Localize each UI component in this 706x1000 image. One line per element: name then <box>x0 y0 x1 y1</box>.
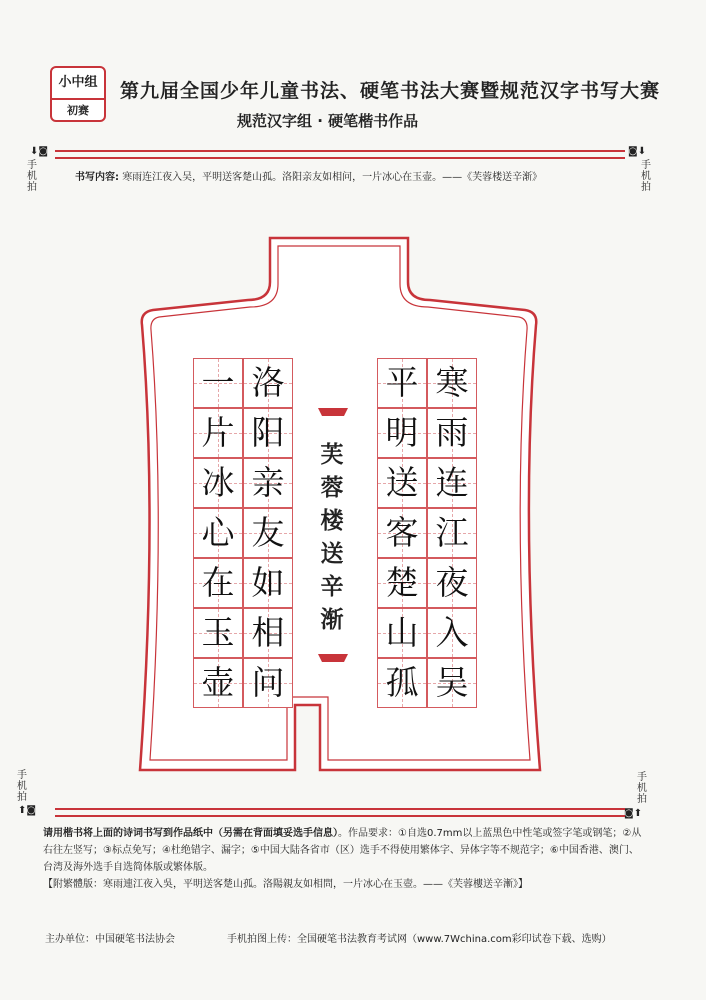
camera-icon: ⬇◙ <box>30 146 49 157</box>
char: 洛 <box>251 363 285 402</box>
content-label: 书写内容: <box>75 172 119 183</box>
grid-cell <box>193 408 243 458</box>
grid-cell <box>427 658 477 708</box>
char: 明 <box>385 413 419 452</box>
instruction-bold: 请用楷书将上面的诗词书写到作品纸中（另需在背面填妥选手信息） <box>43 828 338 839</box>
grid-cell <box>377 508 427 558</box>
grid-column-3 <box>243 358 293 708</box>
char: 如 <box>251 563 285 602</box>
grid-cell <box>243 358 293 408</box>
char: 片 <box>201 413 235 452</box>
grid-cell <box>243 558 293 608</box>
grid-cell <box>193 608 243 658</box>
grid-column-4 <box>193 358 243 708</box>
char: 入 <box>435 613 469 652</box>
grid-cell <box>243 458 293 508</box>
grid-cell <box>377 408 427 458</box>
grid-column-2 <box>377 358 427 708</box>
char: 友 <box>251 513 285 552</box>
grid-cell <box>427 458 477 508</box>
phone-label-bottom-left: 手机拍 <box>17 770 27 803</box>
char: 客 <box>385 513 419 552</box>
char: 平 <box>385 363 419 402</box>
grid-cell <box>427 558 477 608</box>
grid-cell <box>243 658 293 708</box>
char: 心 <box>201 513 235 552</box>
grid-cell <box>377 608 427 658</box>
char: 寒 <box>435 363 469 402</box>
grid-cell <box>427 358 477 408</box>
char: 送 <box>385 463 419 502</box>
char: 亲 <box>251 463 285 502</box>
phone-label-top-right: 手机拍 <box>641 160 651 193</box>
grid-cell <box>427 508 477 558</box>
grid-cell <box>193 358 243 408</box>
page-subtitle: 规范汉字组 · 硬笔楷书作品 <box>237 112 419 130</box>
camera-icon: ◙⬇ <box>628 146 647 157</box>
instruction-rest: 。作品要求：①自选0.7mm以上蓝黑色中性笔或签字笔或钢笔；②从右往左竖写；③标点免写；④杜绝错字、漏字；⑤中国大陆各省市（区）选手不得使用繁体字、异体字等不规范字；⑥中国香港、澳门、台湾及海外选手自选简体版或繁体版。 <box>43 828 642 873</box>
upload-info: 手机拍图上传：全国硬笔书法教育考试网（www.7Wchina.com彩印试卷下载、选购） <box>227 934 612 945</box>
grid-cell <box>193 458 243 508</box>
char: 连 <box>435 463 469 502</box>
char: 楚 <box>385 563 419 602</box>
requirements <box>43 825 643 893</box>
badge-round-label: 初赛 <box>67 104 89 117</box>
char: 雨 <box>435 413 469 452</box>
grid-column-1 <box>427 358 477 708</box>
char: 壶 <box>201 663 235 702</box>
grid-cell <box>427 408 477 458</box>
phone-label-bottom-right: 手机拍 <box>637 772 647 805</box>
grid-cell <box>243 608 293 658</box>
grid-cell <box>193 558 243 608</box>
camera-icon: ◙⬆ <box>624 808 643 819</box>
char: 阳 <box>251 413 285 452</box>
phone-label-top-left: 手机拍 <box>27 160 37 193</box>
grid-cell <box>193 658 243 708</box>
grid-cell <box>193 508 243 558</box>
camera-icon: ⬆◙ <box>18 805 37 816</box>
char: 一 <box>201 363 235 402</box>
grid-cell <box>243 508 293 558</box>
char: 相 <box>251 613 285 652</box>
grid-cell <box>427 608 477 658</box>
grid-cell <box>377 458 427 508</box>
poem-title: 芙蓉楼送辛渐 <box>320 441 344 633</box>
char: 山 <box>385 613 419 652</box>
char: 江 <box>435 513 469 552</box>
content-text: 寒雨连江夜入吴，平明送客楚山孤。洛阳亲友如相问，一片冰心在玉壶。——《芙蓉楼送辛渐》 <box>122 172 543 183</box>
grid-cell <box>377 658 427 708</box>
char: 在 <box>201 563 235 602</box>
char: 冰 <box>201 463 235 502</box>
grid-cell <box>243 408 293 458</box>
grid-cell <box>377 558 427 608</box>
char: 玉 <box>201 613 235 652</box>
traditional-version: 【附繁體版：寒雨連江夜入吳，平明送客楚山孤。洛陽親友如相問，一片冰心在玉壺。——《芙蓉樓送辛漸》】 <box>43 879 528 890</box>
char: 夜 <box>435 563 469 602</box>
char: 吴 <box>435 663 469 702</box>
page-title: 第九届全国少年儿童书法、硬笔书法大赛暨规范汉字书写大赛 <box>120 80 661 102</box>
char: 问 <box>251 663 285 702</box>
grid-cell <box>377 358 427 408</box>
char: 孤 <box>385 663 419 702</box>
organizer: 主办单位：中国硬笔书法协会 <box>45 934 175 945</box>
badge-group-label: 小中组 <box>52 68 104 100</box>
